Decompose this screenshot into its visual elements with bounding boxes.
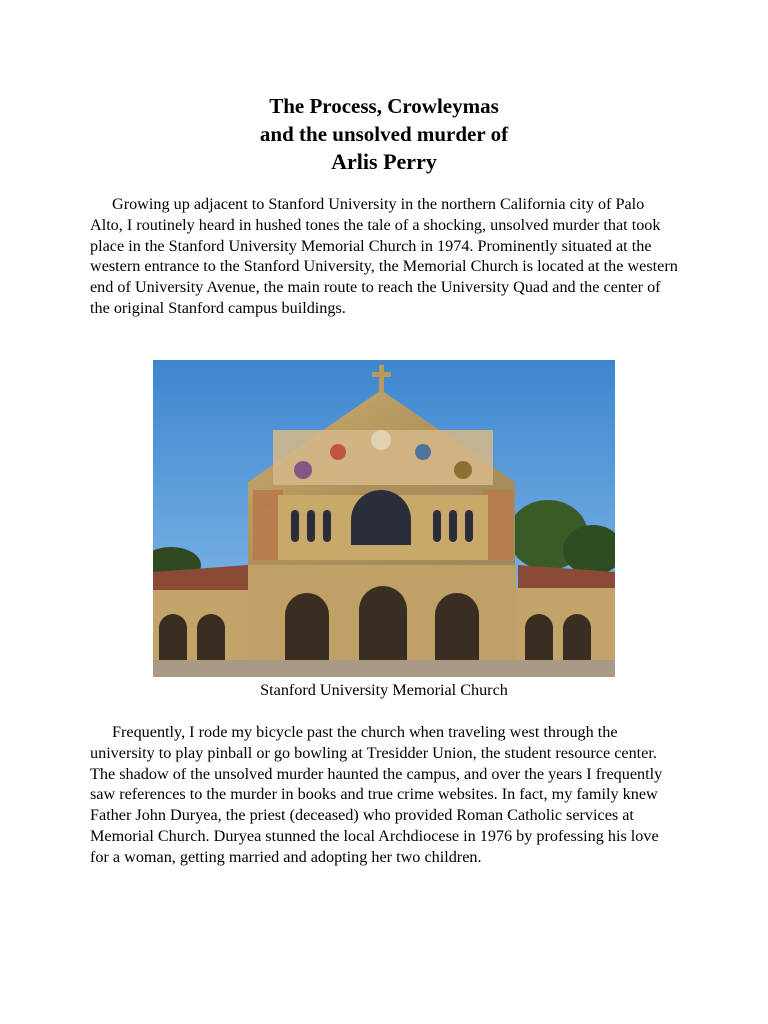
title-line-1: The Process, Crowleymas (269, 94, 499, 118)
title-line-3: Arlis Perry (331, 149, 437, 174)
photo-window-2 (307, 510, 315, 542)
photo-mural-figure-4 (415, 444, 431, 460)
photo-mural-figure-1 (294, 461, 312, 479)
title-line-2: and the unsolved murder of (259, 122, 509, 146)
photo-cross-horizontal (372, 372, 391, 377)
paragraph-2: Frequently, I rode my bicycle past the church when traveling west through the university to play pinball or go bowling at Tresidder Union, the student resource center. The shadow of the unsolved murder haunted the campus, and over the years I frequently saw references to the murder in books and true crime websites. In fact, my family knew Father John Duryea, the priest (deceased) who provided Roman Catholic services at Memorial Church. Duryea stunned the local Archdiocese in 1976 by professing his love for a woman, getting married and adopting her two children. (90, 723, 663, 866)
figure-caption: Stanford University Memorial Church (260, 681, 508, 699)
photo-arch-left-1 (159, 614, 187, 662)
photo-mural-figure-2 (330, 444, 346, 460)
photo-window-3 (323, 510, 331, 542)
photo-arch-right-2 (563, 614, 591, 662)
church-photo (153, 360, 615, 677)
photo-mural-figure-5 (454, 461, 472, 479)
photo-cross-vertical (379, 365, 384, 393)
photo-window-6 (465, 510, 473, 542)
photo-portal-left (285, 593, 329, 662)
photo-window-4 (433, 510, 441, 542)
photo-arch-left-2 (197, 614, 225, 662)
photo-portal-right (435, 593, 479, 662)
photo-mural-figure-3 (371, 430, 391, 450)
photo-arch-right-1 (525, 614, 553, 662)
photo-portal-center (359, 586, 407, 662)
photo-window-1 (291, 510, 299, 542)
photo-ground (153, 660, 615, 677)
document-title (0, 92, 768, 176)
paragraph-1: Growing up adjacent to Stanford University in the northern California city of Palo Alto, I routinely heard in hushed tones the tale of a shocking, unsolved murder that took place in the Stanford University Memorial Church in 1974. Prominently situated at the western entrance to the Stanford University, the Memorial Church is located at the western end of University Avenue, the main route to reach the University Quad and the center of the original Stanford campus buildings. (90, 195, 678, 317)
photo-window-5 (449, 510, 457, 542)
